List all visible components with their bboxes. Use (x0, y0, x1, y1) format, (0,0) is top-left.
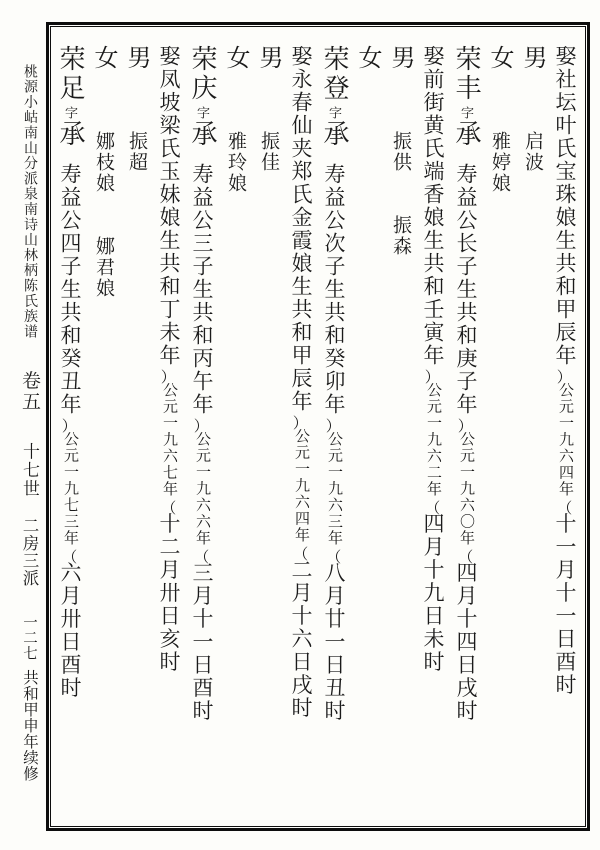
head-person-column (186, 29, 219, 824)
person-name: 荣丰 (452, 45, 481, 103)
child-name: 启波 (522, 131, 543, 173)
child-name: 振森 (390, 215, 411, 257)
vertical-paren: ） (423, 497, 440, 514)
children-column (516, 29, 549, 824)
person-name: 荣登 (320, 45, 349, 103)
courtesy-name: 承 (188, 120, 217, 149)
page-number: 一二七 (21, 614, 37, 662)
children-gender-label: 女 (222, 45, 248, 71)
courtesy-name: 承 (320, 120, 349, 149)
child-name: 娜枝娘 (93, 131, 114, 194)
book-title: 桃源小岵南山分派泉南诗山林柄陈氏族谱 (22, 64, 37, 340)
sidebar-spacer (28, 587, 30, 615)
vertical-paren: （ (60, 416, 77, 432)
column-spacer (102, 71, 104, 131)
column-spacer (267, 71, 269, 131)
column-spacer (498, 71, 500, 131)
sidebar-spacer (28, 339, 30, 370)
column-spacer (531, 71, 533, 131)
marriage-text: 十一月十一日酉时 (553, 512, 577, 697)
children-gender-label: 男 (123, 45, 149, 71)
birth-text: 八月廿一日丑时 (322, 561, 346, 723)
birth-text: 三月十一日酉时 (190, 561, 214, 723)
children-gender-label: 女 (90, 45, 116, 71)
sidebar-spacer (28, 412, 30, 442)
branch-label: 二房三派 (20, 516, 39, 587)
year-annotation: （公元一九六〇年） (456, 416, 474, 563)
children-column (384, 29, 417, 824)
column-spacer (234, 71, 236, 131)
courtesy-marker: 字 (327, 106, 342, 120)
column-spacer (135, 71, 137, 131)
vertical-paren: （ (456, 416, 473, 432)
courtesy-marker: 字 (195, 106, 210, 120)
birth-text: 六月卅日酉时 (58, 561, 82, 700)
marriage-record-column (549, 29, 582, 824)
marriage-text: 娶永春仙夹郑氏金霞娘生共和甲辰年 (289, 45, 313, 413)
children-gender-label: 男 (255, 45, 281, 71)
year-annotation: （公元一九六四年） (291, 413, 309, 560)
volume-label: 卷五 (19, 370, 40, 413)
column-spacer (399, 71, 401, 131)
column-spacer (333, 149, 335, 163)
column-spacer (69, 149, 71, 163)
vertical-paren: （ (192, 416, 209, 432)
marriage-text: 娶社坛叶氏宝珠娘生共和甲辰年 (553, 45, 577, 367)
courtesy-name: 承 (452, 120, 481, 149)
children-gender-label: 男 (387, 45, 413, 71)
person-name: 荣足 (56, 45, 85, 103)
children-column (219, 29, 252, 824)
vertical-paren: （ (324, 416, 341, 432)
children-gender-label: 男 (519, 45, 545, 71)
vertical-paren: ） (192, 546, 209, 563)
children-column (87, 29, 120, 824)
child-name: 振超 (126, 131, 147, 173)
year-annotation: （公元一九六三年） (324, 416, 342, 563)
children-column (120, 29, 153, 824)
vertical-paren: ） (456, 546, 473, 563)
vertical-paren: ） (555, 497, 572, 514)
column-spacer (399, 173, 401, 215)
birth-text: 寿益公次子生共和癸卯年 (322, 163, 346, 416)
birth-text: 四月十四日戌时 (454, 561, 478, 723)
marriage-record-column (285, 29, 318, 824)
marriage-text: 二月十六日戌时 (289, 558, 313, 720)
child-name: 娜君娘 (93, 236, 114, 299)
vertical-paren: ） (60, 546, 77, 563)
column-spacer (201, 149, 203, 163)
vertical-paren: ） (159, 497, 176, 514)
child-name: 雅婷娘 (489, 131, 510, 194)
vertical-paren: ） (324, 546, 341, 563)
year-annotation: （公元一九七三年） (60, 416, 78, 563)
courtesy-name: 承 (56, 120, 85, 149)
year-annotation: （公元一九六二年） (423, 367, 441, 514)
year-annotation: （公元一九六六年） (192, 416, 210, 563)
child-name: 振供 (390, 131, 411, 173)
children-column (252, 29, 285, 824)
marriage-text: 四月十九日未时 (421, 512, 445, 674)
birth-text: 寿益公四子生共和癸丑年 (58, 163, 82, 416)
child-name: 振佳 (258, 131, 279, 173)
column-spacer (465, 149, 467, 163)
generation-label: 十七世 (20, 442, 39, 498)
head-person-column (450, 29, 483, 824)
year-annotation: （公元一九六七年） (159, 367, 177, 514)
children-gender-label: 女 (354, 45, 380, 71)
vertical-paren: （ (159, 367, 176, 383)
courtesy-marker: 字 (459, 106, 474, 120)
children-column (351, 29, 384, 824)
marriage-record-column (417, 29, 450, 824)
edition-note: 共和甲申年续修 (21, 669, 38, 782)
vertical-paren: （ (423, 367, 440, 383)
year-annotation: （公元一九六四年） (555, 367, 573, 514)
child-name: 雅玲娘 (225, 131, 246, 194)
birth-text: 寿益公三子生共和丙午年 (190, 163, 214, 416)
children-column (483, 29, 516, 824)
vertical-paren: ） (291, 543, 308, 560)
genealogy-content (53, 29, 583, 824)
marriage-text: 十二月卅日亥时 (157, 512, 181, 674)
head-person-column (318, 29, 351, 824)
children-gender-label: 女 (486, 45, 512, 71)
head-person-column (54, 29, 87, 824)
marriage-record-column (153, 29, 186, 824)
column-spacer (102, 194, 104, 236)
vertical-paren: （ (555, 367, 572, 383)
vertical-paren: （ (291, 413, 308, 429)
marriage-text: 娶前街黄氏端香娘生共和壬寅年 (421, 45, 445, 367)
marriage-text: 娶凤坡梁氏玉妹娘生共和丁未年 (157, 45, 181, 367)
page-border-frame (46, 22, 590, 831)
sidebar-spacer (28, 498, 30, 517)
spine-sidebar (10, 64, 48, 824)
person-name: 荣庆 (188, 45, 217, 103)
birth-text: 寿益公长子生共和庚子年 (454, 163, 478, 416)
page-border-inner (50, 26, 586, 827)
courtesy-marker: 字 (63, 106, 78, 120)
